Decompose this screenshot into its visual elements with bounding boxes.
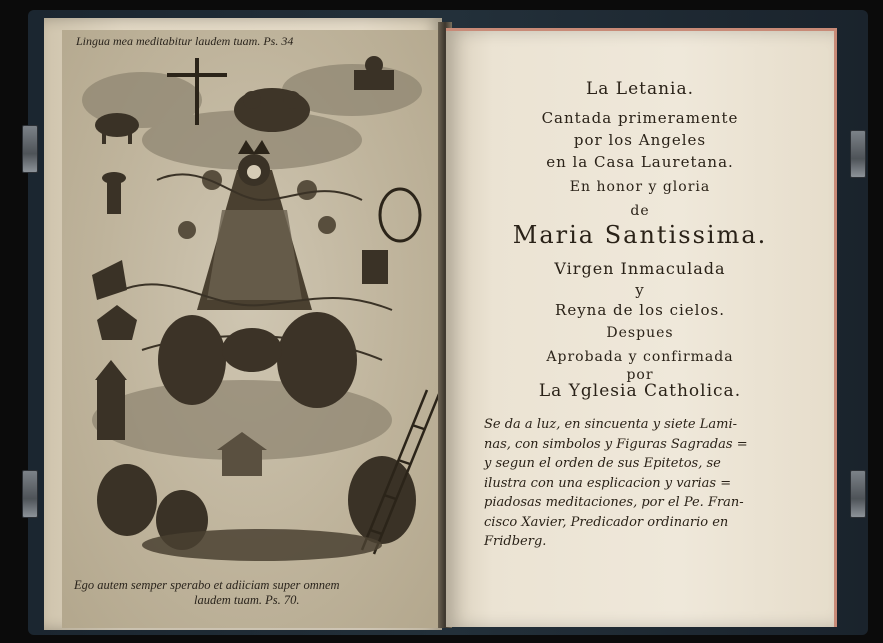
right-clasp-lower	[850, 470, 866, 518]
engraving-caption-bottom-line-2: laudem tuam. Ps. 70.	[194, 593, 300, 607]
engraving-caption-top: Lingua mea meditabitur laudem tuam. Ps. 34	[76, 34, 294, 48]
title-line-4: en la Casa Lauretana.	[546, 153, 734, 171]
description-line-2: nas, con simbolos y Figuras Sagradas =	[484, 436, 748, 452]
title-line-10: Reyna de los cielos.	[555, 301, 725, 319]
title-line-2: Cantada primeramente	[541, 109, 739, 127]
title-line-14: La Yglesia Catholica.	[538, 381, 742, 401]
right-page	[446, 28, 837, 627]
title-line-8: Virgen Inmaculada	[554, 259, 726, 278]
title-line-7: Maria Santissima.	[512, 221, 768, 249]
title-line-12: Aprobada y confirmada	[546, 349, 734, 365]
title-line-1: La Letania.	[585, 79, 695, 99]
description-line-6: cisco Xavier, Predicador ordinario en	[484, 514, 729, 530]
title-line-5: En honor y gloria	[569, 179, 711, 195]
description-line-7: Fridberg.	[484, 534, 547, 549]
description-line-3: y segun el orden de sus Epitetos, se	[484, 456, 721, 471]
description-line-4: ilustra con una esplicacion y varias =	[484, 475, 732, 491]
title-line-13: por	[626, 367, 654, 383]
engraving-caption-bottom-line-1: Ego autem semper sperabo et adiiciam super omnem	[74, 578, 340, 592]
title-line-3: por los Angeles	[573, 131, 707, 149]
description-paragraph	[484, 415, 804, 552]
left-clasp-lower	[22, 470, 38, 518]
left-clasp-upper	[22, 125, 38, 173]
engraving-plate	[62, 30, 440, 628]
title-line-11: Despues	[606, 325, 674, 341]
description-line-5: piadosas meditaciones, por el Pe. Fran-	[484, 495, 744, 510]
right-clasp-upper	[850, 130, 866, 178]
description-line-1: Se da a luz, en sincuenta y siete Lami-	[484, 417, 737, 432]
title-line-9: y	[635, 281, 645, 299]
engraving-illustration	[62, 30, 440, 570]
engraving-caption-bottom	[74, 578, 434, 608]
title-line-6: de	[630, 203, 650, 219]
